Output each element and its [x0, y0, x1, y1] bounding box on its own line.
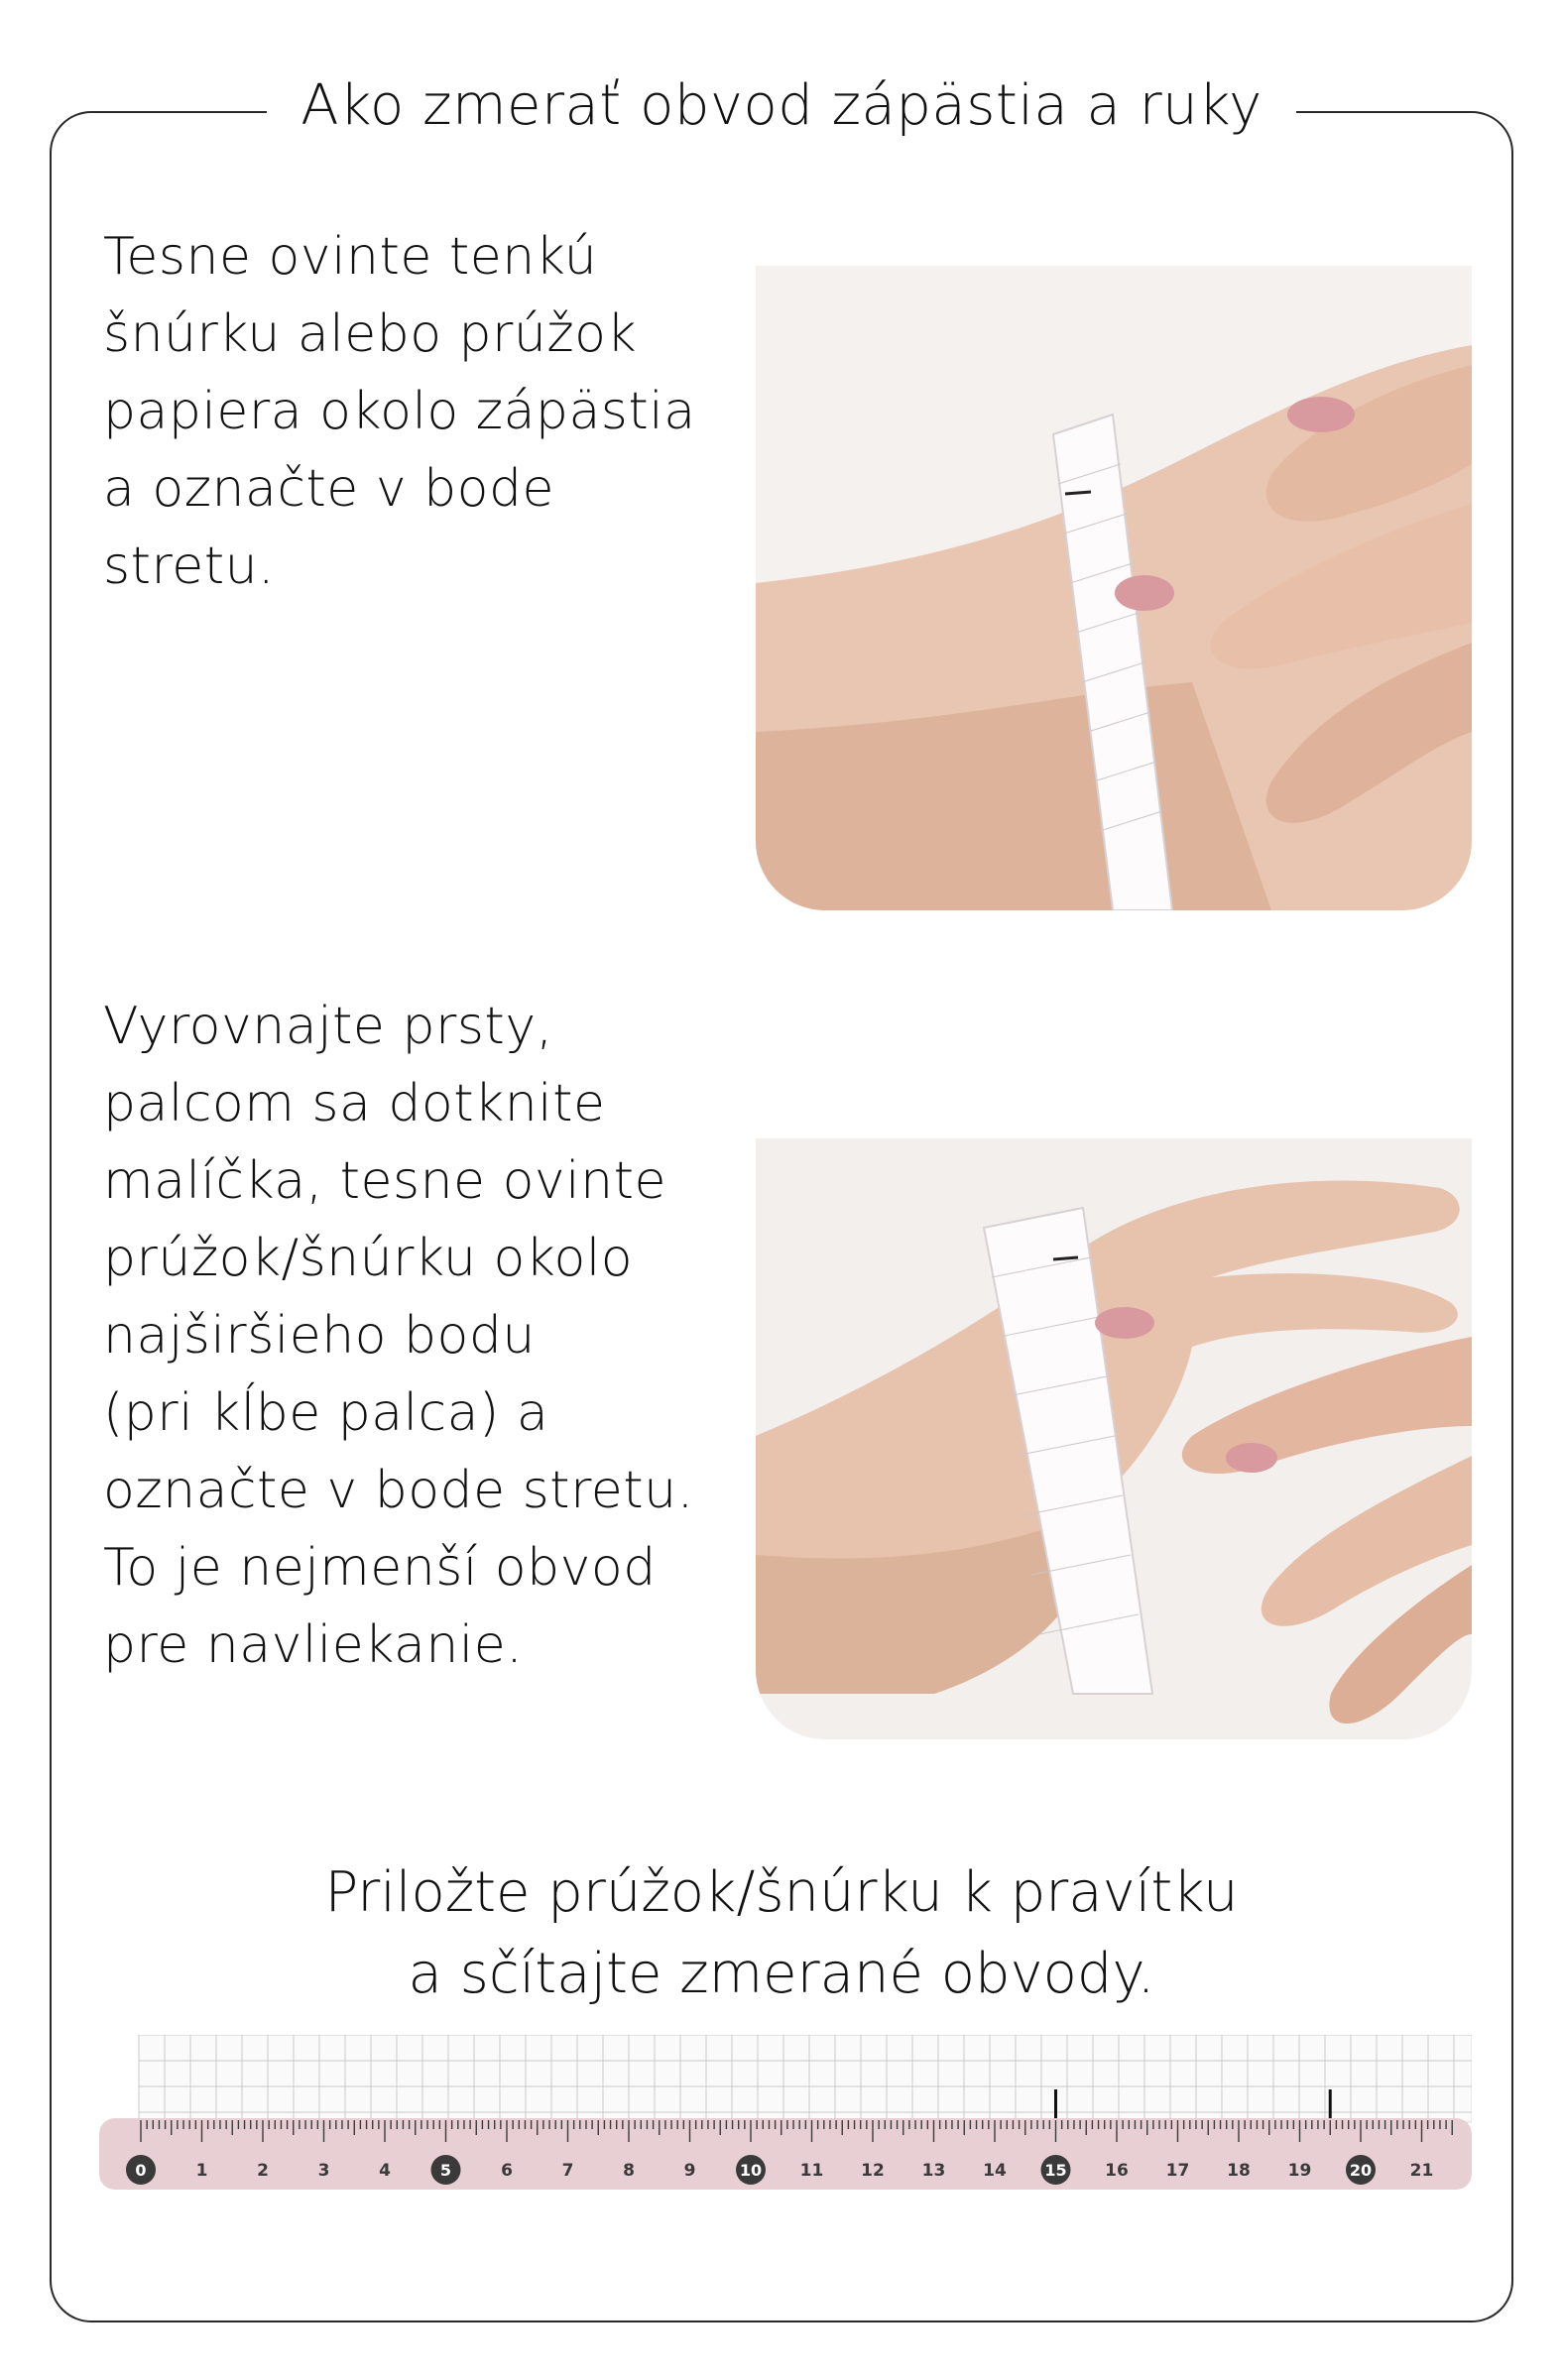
- ruler-number: 19: [1287, 2161, 1312, 2181]
- ruler-number: 6: [501, 2161, 513, 2181]
- ruler-number: 10: [739, 2161, 763, 2180]
- ruler-number: 7: [561, 2161, 574, 2181]
- ruler-number: 15: [1044, 2161, 1067, 2180]
- ruler-number: 1: [195, 2161, 208, 2181]
- page-title-wrap: [0, 73, 1563, 138]
- hand-illustration: [756, 1138, 1472, 1739]
- ruler-number: 2: [257, 2161, 269, 2181]
- ruler-number: 14: [983, 2161, 1007, 2181]
- ruler-number: 18: [1227, 2161, 1251, 2181]
- paper-strip: [139, 2035, 1472, 2122]
- ruler-number: 4: [379, 2161, 391, 2181]
- ruler-number: 21: [1409, 2161, 1434, 2181]
- ruler-number: 12: [861, 2161, 885, 2181]
- ruler-number: 0: [135, 2161, 147, 2180]
- instruction-line-1: Priložte prúžok/šnúrku k pravítku: [324, 1860, 1239, 1925]
- wrist-measure-photo: [756, 266, 1472, 910]
- ruler-number: 11: [799, 2161, 824, 2181]
- ruler-number: 16: [1105, 2161, 1129, 2181]
- page-title: Ako zmerať obvod zápästia a ruky: [267, 73, 1295, 138]
- ruler-number: 5: [439, 2161, 452, 2180]
- wrist-illustration: [756, 266, 1472, 910]
- ruler-number: 3: [317, 2161, 330, 2181]
- ruler-number: 17: [1165, 2161, 1190, 2181]
- instruction-line-2: a sčítajte zmerané obvody.: [408, 1942, 1155, 2006]
- step1-text: Tesne ovinte tenkú šnúrku alebo prúžok papiera okolo zápästia a označte v bode stretu.: [103, 227, 696, 596]
- instruction-block: [0, 1852, 1563, 2015]
- ruler-number: 9: [683, 2161, 696, 2181]
- hand-measure-photo: [756, 1138, 1472, 1739]
- ruler-number: 20: [1349, 2161, 1373, 2180]
- ruler-number: 13: [921, 2161, 946, 2181]
- step2-text: Vyrovnajte prsty, palcom sa dotknite malíčka, tesne ovinte prúžok/šnúrku okolo najširšieho bodu (pri kĺbe palca) a označte v bode stretu. To je nejmenší obvod pre navliekanie.: [103, 997, 694, 1675]
- ruler-graphic: [99, 2035, 1472, 2202]
- ruler-number: 8: [623, 2161, 635, 2181]
